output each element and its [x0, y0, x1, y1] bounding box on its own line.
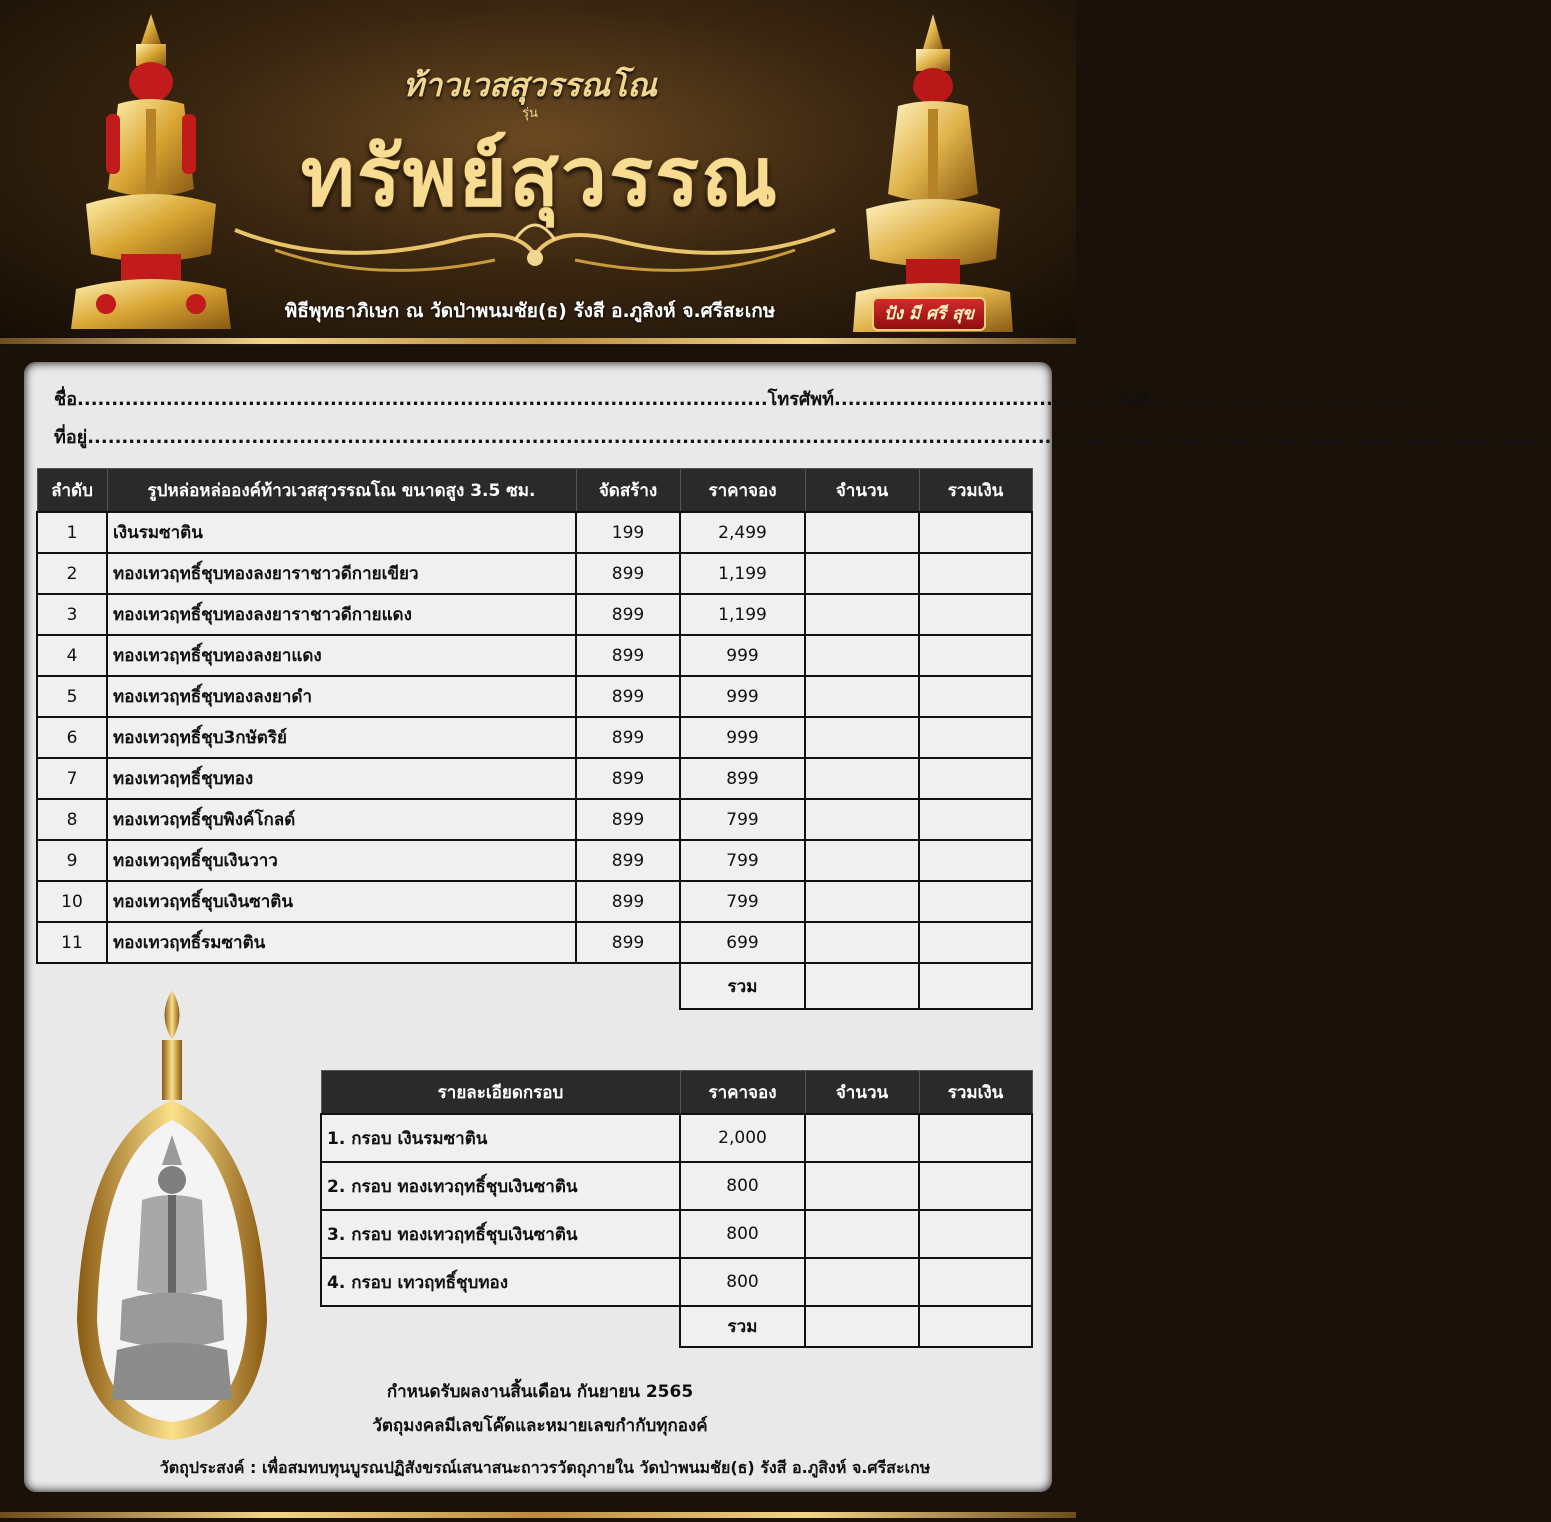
table-row: [321, 1258, 1032, 1306]
row-made: 899: [576, 676, 680, 717]
row-no: 8: [37, 799, 107, 840]
row-no: 3: [37, 594, 107, 635]
row-qty-cell[interactable]: [805, 840, 919, 881]
header-qty: จำนวน: [805, 1071, 919, 1115]
row-qty-cell[interactable]: [805, 1114, 919, 1162]
row-name: ทองเทวฤทธิ์ชุบทองลงยาแดง: [107, 635, 576, 676]
title-subtitle: ท้าวเวสสุวรรณโณ: [403, 66, 657, 104]
row-total-cell[interactable]: [919, 1210, 1032, 1258]
giant-statue-icon: [848, 14, 1018, 334]
row-name: 3. กรอบ ทองเทวฤทธิ์ชุบเงินซาติน: [321, 1210, 680, 1258]
giant-statue-icon: [66, 14, 236, 334]
table-row: [37, 676, 1032, 717]
main-order-table: [36, 468, 1033, 1010]
table-row: [37, 594, 1032, 635]
row-name: เงินรมซาติน: [107, 512, 576, 553]
row-no: 4: [37, 635, 107, 676]
row-price: 2,000: [680, 1114, 805, 1162]
total-label: รวม: [680, 1306, 805, 1347]
table-row: [37, 840, 1032, 881]
brand-stamp: ปัง มี ศรี สุข: [872, 297, 986, 331]
table-row: [37, 881, 1032, 922]
row-qty-cell[interactable]: [805, 922, 919, 963]
table-row: [37, 553, 1032, 594]
row-qty-cell[interactable]: [805, 881, 919, 922]
serial-note: วัตถุมงคลมีเลขโค๊ดและหมายเลขกำกับทุกองค์: [372, 1416, 708, 1436]
row-made: 899: [576, 635, 680, 676]
row-total-cell[interactable]: [919, 758, 1032, 799]
row-qty-cell[interactable]: [805, 717, 919, 758]
row-name: ทองเทวฤทธิ์ชุบทองลงยาราชาวดีกายเขียว: [107, 553, 576, 594]
table-row: [321, 1162, 1032, 1210]
title-run-label: รุ่น: [522, 106, 538, 121]
row-qty-cell[interactable]: [805, 799, 919, 840]
row-total-cell[interactable]: [919, 922, 1032, 963]
header-price: ราคาจอง: [680, 1071, 805, 1115]
row-qty-cell[interactable]: [805, 1210, 919, 1258]
row-name: ทองเทวฤทธิ์ชุบทอง: [107, 758, 576, 799]
gold-divider: [0, 1512, 1076, 1518]
gold-divider: [0, 338, 1076, 344]
pendant-amulet-icon: [62, 990, 282, 1450]
row-price: 2,499: [680, 512, 805, 553]
row-price: 899: [680, 758, 805, 799]
header-total: รวมเงิน: [919, 1071, 1032, 1115]
row-qty-cell[interactable]: [805, 594, 919, 635]
header-total: รวมเงิน: [919, 469, 1032, 513]
row-total-cell[interactable]: [919, 553, 1032, 594]
row-total-cell[interactable]: [919, 594, 1032, 635]
row-made: 899: [576, 717, 680, 758]
table-total-row: [321, 1306, 1032, 1347]
row-qty-cell[interactable]: [805, 1162, 919, 1210]
row-name: ทองเทวฤทธิ์ชุบทองลงยาดำ: [107, 676, 576, 717]
header-no: ลำดับ: [37, 469, 107, 513]
table-row: [37, 922, 1032, 963]
row-no: 10: [37, 881, 107, 922]
row-name: 4. กรอบ เทวฤทธิ์ชุบทอง: [321, 1258, 680, 1306]
row-no: 7: [37, 758, 107, 799]
row-total-cell[interactable]: [919, 676, 1032, 717]
row-total-cell[interactable]: [919, 512, 1032, 553]
row-price: 999: [680, 676, 805, 717]
row-no: 1: [37, 512, 107, 553]
row-total-cell[interactable]: [919, 1258, 1032, 1306]
row-total-cell[interactable]: [919, 799, 1032, 840]
total-qty-cell[interactable]: [805, 963, 919, 1009]
thai-ornament-icon: [215, 210, 855, 280]
table-row: [37, 635, 1032, 676]
row-no: 9: [37, 840, 107, 881]
header-made: จัดสร้าง: [576, 469, 680, 513]
header-frame-detail: รายละเอียดกรอบ: [321, 1071, 680, 1115]
total-sum-cell[interactable]: [919, 963, 1032, 1009]
row-made: 899: [576, 553, 680, 594]
row-qty-cell[interactable]: [805, 553, 919, 594]
row-name: ทองเทวฤทธิ์รมซาติน: [107, 922, 576, 963]
row-name: ทองเทวฤทธิ์ชุบเงินซาติน: [107, 881, 576, 922]
table-header-row: [37, 469, 1032, 513]
purpose-statement: วัตถุประสงค์ : เพื่อสมทบทุนบูรณปฏิสังขรณ์เสนาสนะถาวรวัตถุภายใน วัดป่าพนมชัย(ธ) รังสี อ.ภูสิงห์ จ.ศรีสะเกษ: [159, 1458, 931, 1477]
row-total-cell[interactable]: [919, 717, 1032, 758]
total-qty-cell[interactable]: [805, 1306, 919, 1347]
row-price: 799: [680, 840, 805, 881]
table-row: [37, 512, 1032, 553]
row-total-cell[interactable]: [919, 881, 1032, 922]
table-row: [321, 1114, 1032, 1162]
ceremony-location: พิธีพุทธาภิเษก ณ วัดป่าพนมชัย(ธ) รังสี อ.ภูสิงห์ จ.ศรีสะเกษ: [284, 300, 776, 322]
row-name: ทองเทวฤทธิ์ชุบทองลงยาราชาวดีกายแดง: [107, 594, 576, 635]
header-price: ราคาจอง: [680, 469, 805, 513]
row-price: 1,199: [680, 553, 805, 594]
row-name: ทองเทวฤทธิ์ชุบพิงค์โกลด์: [107, 799, 576, 840]
table-row: [37, 758, 1032, 799]
row-name: 1. กรอบ เงินรมซาติน: [321, 1114, 680, 1162]
table-row: [37, 799, 1032, 840]
row-price: 800: [680, 1210, 805, 1258]
row-no: 6: [37, 717, 107, 758]
row-qty-cell[interactable]: [805, 635, 919, 676]
row-price: 800: [680, 1162, 805, 1210]
row-made: 899: [576, 758, 680, 799]
address-field[interactable]: ที่อยู่......................................................................................................................................................................................................................: [54, 427, 1551, 448]
header-qty: จำนวน: [805, 469, 919, 513]
header-item: รูปหล่อหล่อองค์ท้าวเวสสุวรรณโณ ขนาดสูง 3.5 ซม.: [107, 469, 576, 513]
row-qty-cell[interactable]: [805, 1258, 919, 1306]
row-made: 899: [576, 594, 680, 635]
row-no: 5: [37, 676, 107, 717]
total-sum-cell[interactable]: [919, 1306, 1032, 1347]
page-title: ทรัพย์สุวรรณ: [300, 129, 780, 225]
row-price: 999: [680, 635, 805, 676]
row-made: 899: [576, 799, 680, 840]
table-row: [321, 1210, 1032, 1258]
row-price: 799: [680, 799, 805, 840]
row-made: 899: [576, 881, 680, 922]
row-qty-cell[interactable]: [805, 758, 919, 799]
name-phone-date-field[interactable]: ชื่อ.....................................................................................................โทรศัพท์.........................................วันที่..........................................: [54, 389, 1436, 410]
row-made: 899: [576, 922, 680, 963]
row-price: 1,199: [680, 594, 805, 635]
row-price: 999: [680, 717, 805, 758]
total-label: รวม: [680, 963, 805, 1009]
frame-order-table: [320, 1070, 1033, 1348]
row-no: 11: [37, 922, 107, 963]
row-total-cell[interactable]: [919, 1162, 1032, 1210]
row-name: 2. กรอบ ทองเทวฤทธิ์ชุบเงินซาติน: [321, 1162, 680, 1210]
row-total-cell[interactable]: [919, 635, 1032, 676]
delivery-deadline: กำหนดรับผลงานสิ้นเดือน กันยายน 2565: [386, 1382, 694, 1402]
row-qty-cell[interactable]: [805, 676, 919, 717]
row-qty-cell[interactable]: [805, 512, 919, 553]
row-price: 799: [680, 881, 805, 922]
row-total-cell[interactable]: [919, 840, 1032, 881]
row-made: 899: [576, 840, 680, 881]
table-row: [37, 717, 1032, 758]
row-price: 699: [680, 922, 805, 963]
row-name: ทองเทวฤทธิ์ชุบเงินวาว: [107, 840, 576, 881]
row-name: ทองเทวฤทธิ์ชุบ3กษัตริย์: [107, 717, 576, 758]
row-made: 199: [576, 512, 680, 553]
row-total-cell[interactable]: [919, 1114, 1032, 1162]
row-price: 800: [680, 1258, 805, 1306]
table-header-row: [321, 1071, 1032, 1115]
row-no: 2: [37, 553, 107, 594]
